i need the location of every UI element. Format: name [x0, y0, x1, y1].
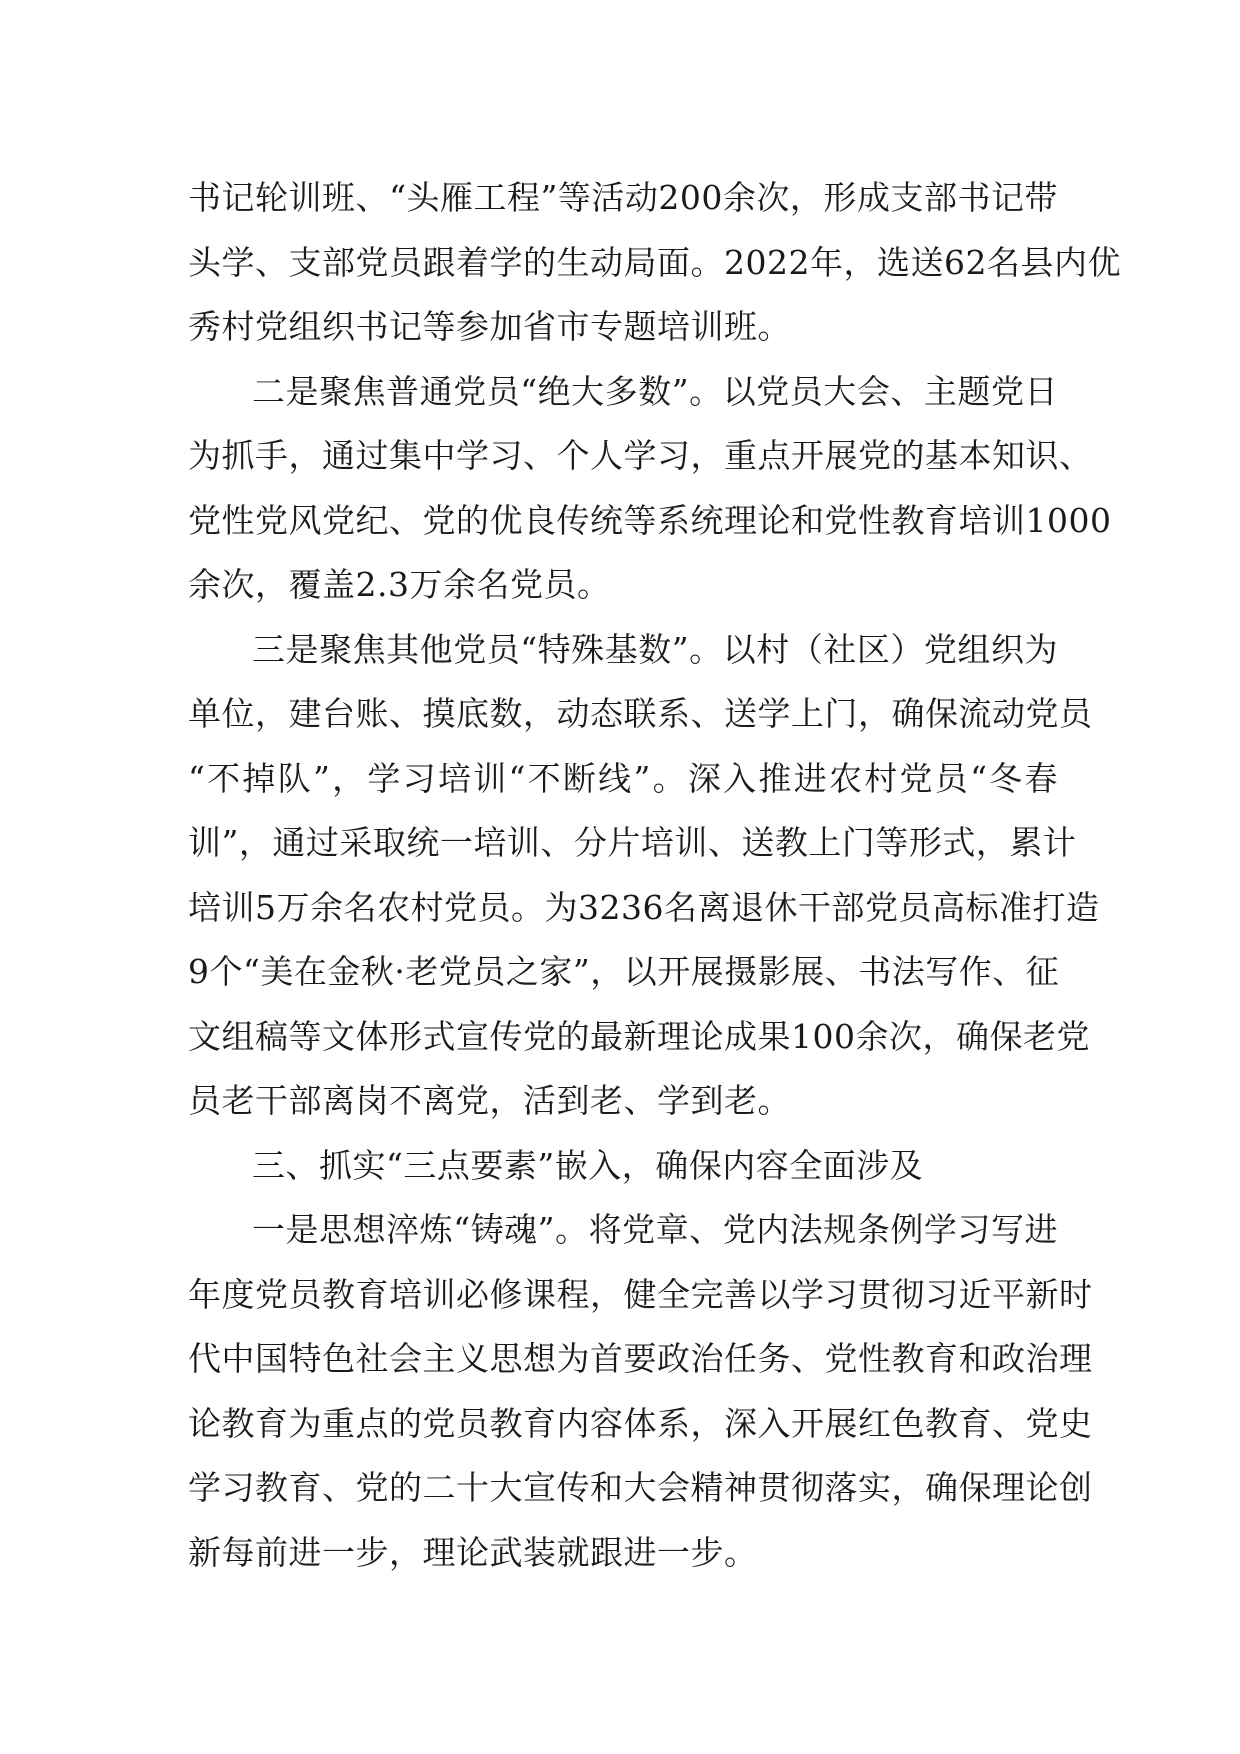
text-line: 一是思想淬炼“铸魂”。将党章、党内法规条例学习写进	[252, 1210, 1058, 1249]
text-line: 论教育为重点的党员教育内容体系，深入开展红色教育、党史	[188, 1403, 1093, 1443]
text-line: 培训5万余名农村党员。为3236名离退休干部党员高标准打造	[188, 887, 1100, 927]
text-line: 党性党风党纪、党的优良传统等系统理论和党性教育培训1000	[188, 500, 1112, 540]
text-line: 训”，通过采取统一培训、分片培训、送教上门等形式，累计	[188, 823, 1077, 862]
text-line: 头学、支部党员跟着学的生动局面。2022年，选送62名县内优	[188, 242, 1121, 282]
text-line: 员老干部离岗不离党，活到老、学到老。	[188, 1081, 791, 1120]
text-line: 秀村党组织书记等参加省市专题培训班。	[188, 307, 791, 346]
text-line: 学习教育、党的二十大宣传和大会精神贯彻落实，确保理论创	[188, 1468, 1093, 1507]
text-line: “不掉队”，学习培训“不断线”。深入推进农村党员“冬春	[188, 758, 1058, 798]
text-line: 为抓手，通过集中学习、个人学习，重点开展党的基本知识、	[188, 436, 1093, 475]
section-heading: 三、抓实“三点要素”嵌入，确保内容全面涉及	[252, 1145, 924, 1185]
text-line: 文组稿等文体形式宣传党的最新理论成果100余次，确保老党	[188, 1016, 1090, 1056]
text-line: 年度党员教育培训必修课程，健全完善以学习贯彻习近平新时	[188, 1274, 1093, 1314]
text-line: 余次，覆盖2.3万余名党员。	[188, 565, 611, 604]
text-line: 二是聚焦普通党员“绝大多数”。以党员大会、主题党日	[252, 371, 1058, 411]
document-body	[188, 166, 1121, 1585]
text-line: 三是聚焦其他党员“特殊基数”。以村（社区）党组织为	[252, 629, 1058, 669]
text-line: 9个“美在金秋·老党员之家”，以开展摄影展、书法写作、征	[188, 952, 1060, 991]
text-line: 新每前进一步，理论武装就跟进一步。	[188, 1532, 758, 1572]
text-line: 代中国特色社会主义思想为首要政治任务、党性教育和政治理	[188, 1339, 1093, 1378]
text-line: 单位，建台账、摸底数，动态联系、送学上门，确保流动党员	[188, 694, 1093, 733]
text-line: 书记轮训班、“头雁工程”等活动200余次，形成支部书记带	[188, 178, 1058, 217]
